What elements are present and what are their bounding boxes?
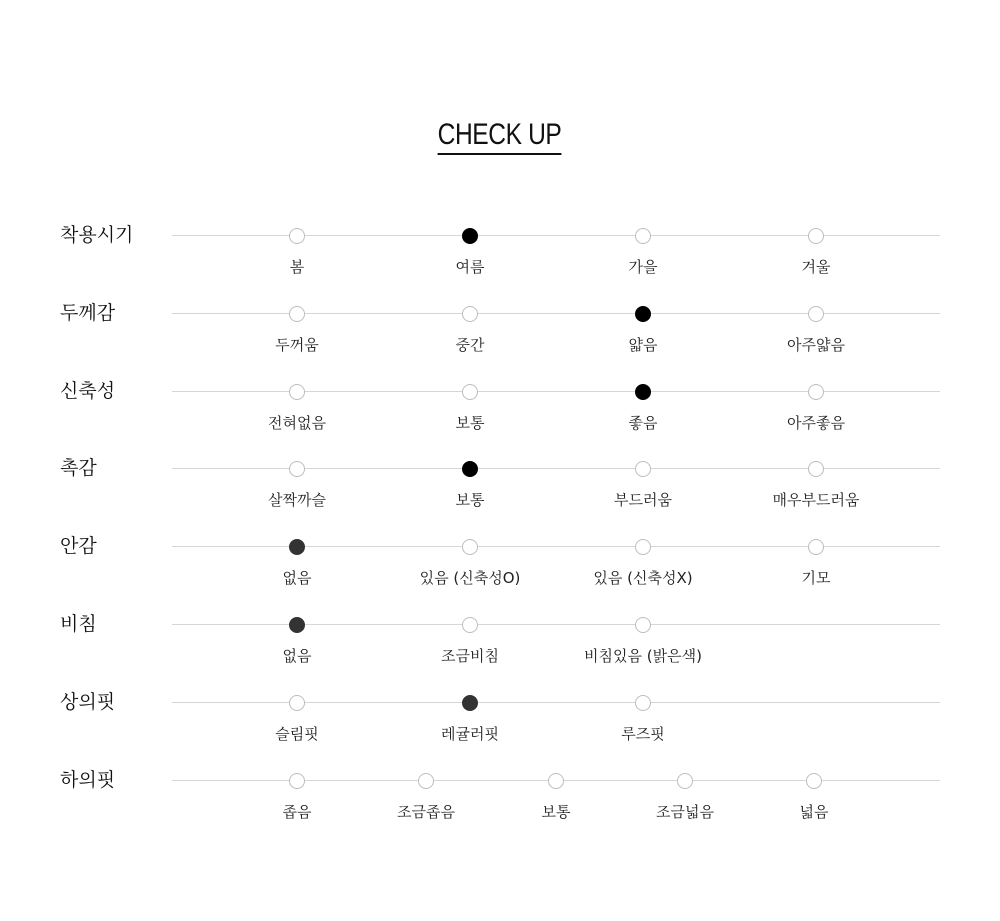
- option-label: 비침있음 (밝은색): [584, 647, 702, 665]
- option-dot-selected[interactable]: [289, 617, 305, 633]
- option-label: 얇음: [628, 336, 658, 354]
- option-label: 두꺼움: [275, 336, 319, 354]
- option-dot-selected[interactable]: [462, 695, 478, 711]
- option-dot[interactable]: [808, 228, 824, 244]
- option-label: 루즈핏: [621, 725, 665, 743]
- option-dot-selected[interactable]: [462, 228, 478, 244]
- row-track: [172, 391, 940, 392]
- option-dot-selected[interactable]: [635, 306, 651, 322]
- option-dot[interactable]: [635, 539, 651, 555]
- row-label: 상의핏: [60, 691, 116, 713]
- option-dot[interactable]: [808, 306, 824, 322]
- option-label: 레귤러핏: [441, 725, 499, 743]
- option-label: 조금좁음: [397, 803, 455, 821]
- row-track: [172, 468, 940, 469]
- row-thickness: [0, 302, 1000, 373]
- option-label: 살짝까슬: [268, 491, 326, 509]
- option-dot[interactable]: [808, 461, 824, 477]
- row-label: 신축성: [60, 380, 116, 402]
- row-track: [172, 235, 940, 236]
- option-label: 겨울: [801, 258, 831, 276]
- row-track: [172, 313, 940, 314]
- option-dot[interactable]: [677, 773, 693, 789]
- option-label: 넓음: [799, 803, 829, 821]
- option-dot[interactable]: [289, 228, 305, 244]
- row-track: [172, 702, 940, 703]
- row-bottom-fit: [0, 769, 1000, 840]
- option-label: 있음 (신축성X): [593, 569, 693, 587]
- row-stretch: [0, 380, 1000, 451]
- row-wear-season: [0, 224, 1000, 295]
- option-label: 여름: [455, 258, 485, 276]
- option-dot[interactable]: [808, 384, 824, 400]
- title-wrap: [0, 118, 1000, 155]
- row-track: [172, 546, 940, 547]
- row-top-fit: [0, 691, 1000, 762]
- option-dot[interactable]: [462, 617, 478, 633]
- option-label: 보통: [455, 414, 485, 432]
- option-dot[interactable]: [289, 773, 305, 789]
- option-dot[interactable]: [289, 384, 305, 400]
- row-label: 촉감: [60, 457, 97, 479]
- option-label: 보통: [455, 491, 485, 509]
- option-dot[interactable]: [635, 228, 651, 244]
- option-label: 가을: [628, 258, 658, 276]
- option-label: 전혀없음: [268, 414, 326, 432]
- option-dot[interactable]: [289, 461, 305, 477]
- row-lining: [0, 535, 1000, 606]
- option-label: 좁음: [282, 803, 312, 821]
- option-label: 봄: [289, 258, 305, 276]
- row-see-through: [0, 613, 1000, 684]
- option-label: 아주얇음: [787, 336, 845, 354]
- option-dot[interactable]: [418, 773, 434, 789]
- option-label: 아주좋음: [787, 414, 845, 432]
- option-label: 없음: [282, 647, 312, 665]
- row-label: 하의핏: [60, 769, 116, 791]
- option-label: 부드러움: [614, 491, 672, 509]
- option-label: 없음: [282, 569, 312, 587]
- option-dot[interactable]: [289, 695, 305, 711]
- row-label: 착용시기: [60, 224, 134, 246]
- option-dot[interactable]: [548, 773, 564, 789]
- option-dot[interactable]: [806, 773, 822, 789]
- option-dot[interactable]: [289, 306, 305, 322]
- page-title: CHECK UP: [438, 118, 562, 155]
- option-label: 슬림핏: [275, 725, 319, 743]
- option-label: 매우부드러움: [772, 491, 860, 509]
- option-dot-selected[interactable]: [462, 461, 478, 477]
- row-label: 두께감: [60, 302, 116, 324]
- option-label: 조금넓음: [656, 803, 714, 821]
- option-dot[interactable]: [462, 539, 478, 555]
- option-dot[interactable]: [635, 617, 651, 633]
- option-dot[interactable]: [462, 306, 478, 322]
- option-label: 중간: [455, 336, 485, 354]
- option-label: 기모: [801, 569, 831, 587]
- option-dot[interactable]: [462, 384, 478, 400]
- row-texture: [0, 457, 1000, 528]
- option-dot[interactable]: [808, 539, 824, 555]
- option-label: 보통: [541, 803, 571, 821]
- row-label: 비침: [60, 613, 97, 635]
- option-dot-selected[interactable]: [289, 539, 305, 555]
- option-dot-selected[interactable]: [635, 384, 651, 400]
- option-dot[interactable]: [635, 695, 651, 711]
- option-dot[interactable]: [635, 461, 651, 477]
- option-label: 있음 (신축성O): [419, 569, 521, 587]
- row-track: [172, 624, 940, 625]
- row-label: 안감: [60, 535, 97, 557]
- option-label: 좋음: [628, 414, 658, 432]
- option-label: 조금비침: [441, 647, 499, 665]
